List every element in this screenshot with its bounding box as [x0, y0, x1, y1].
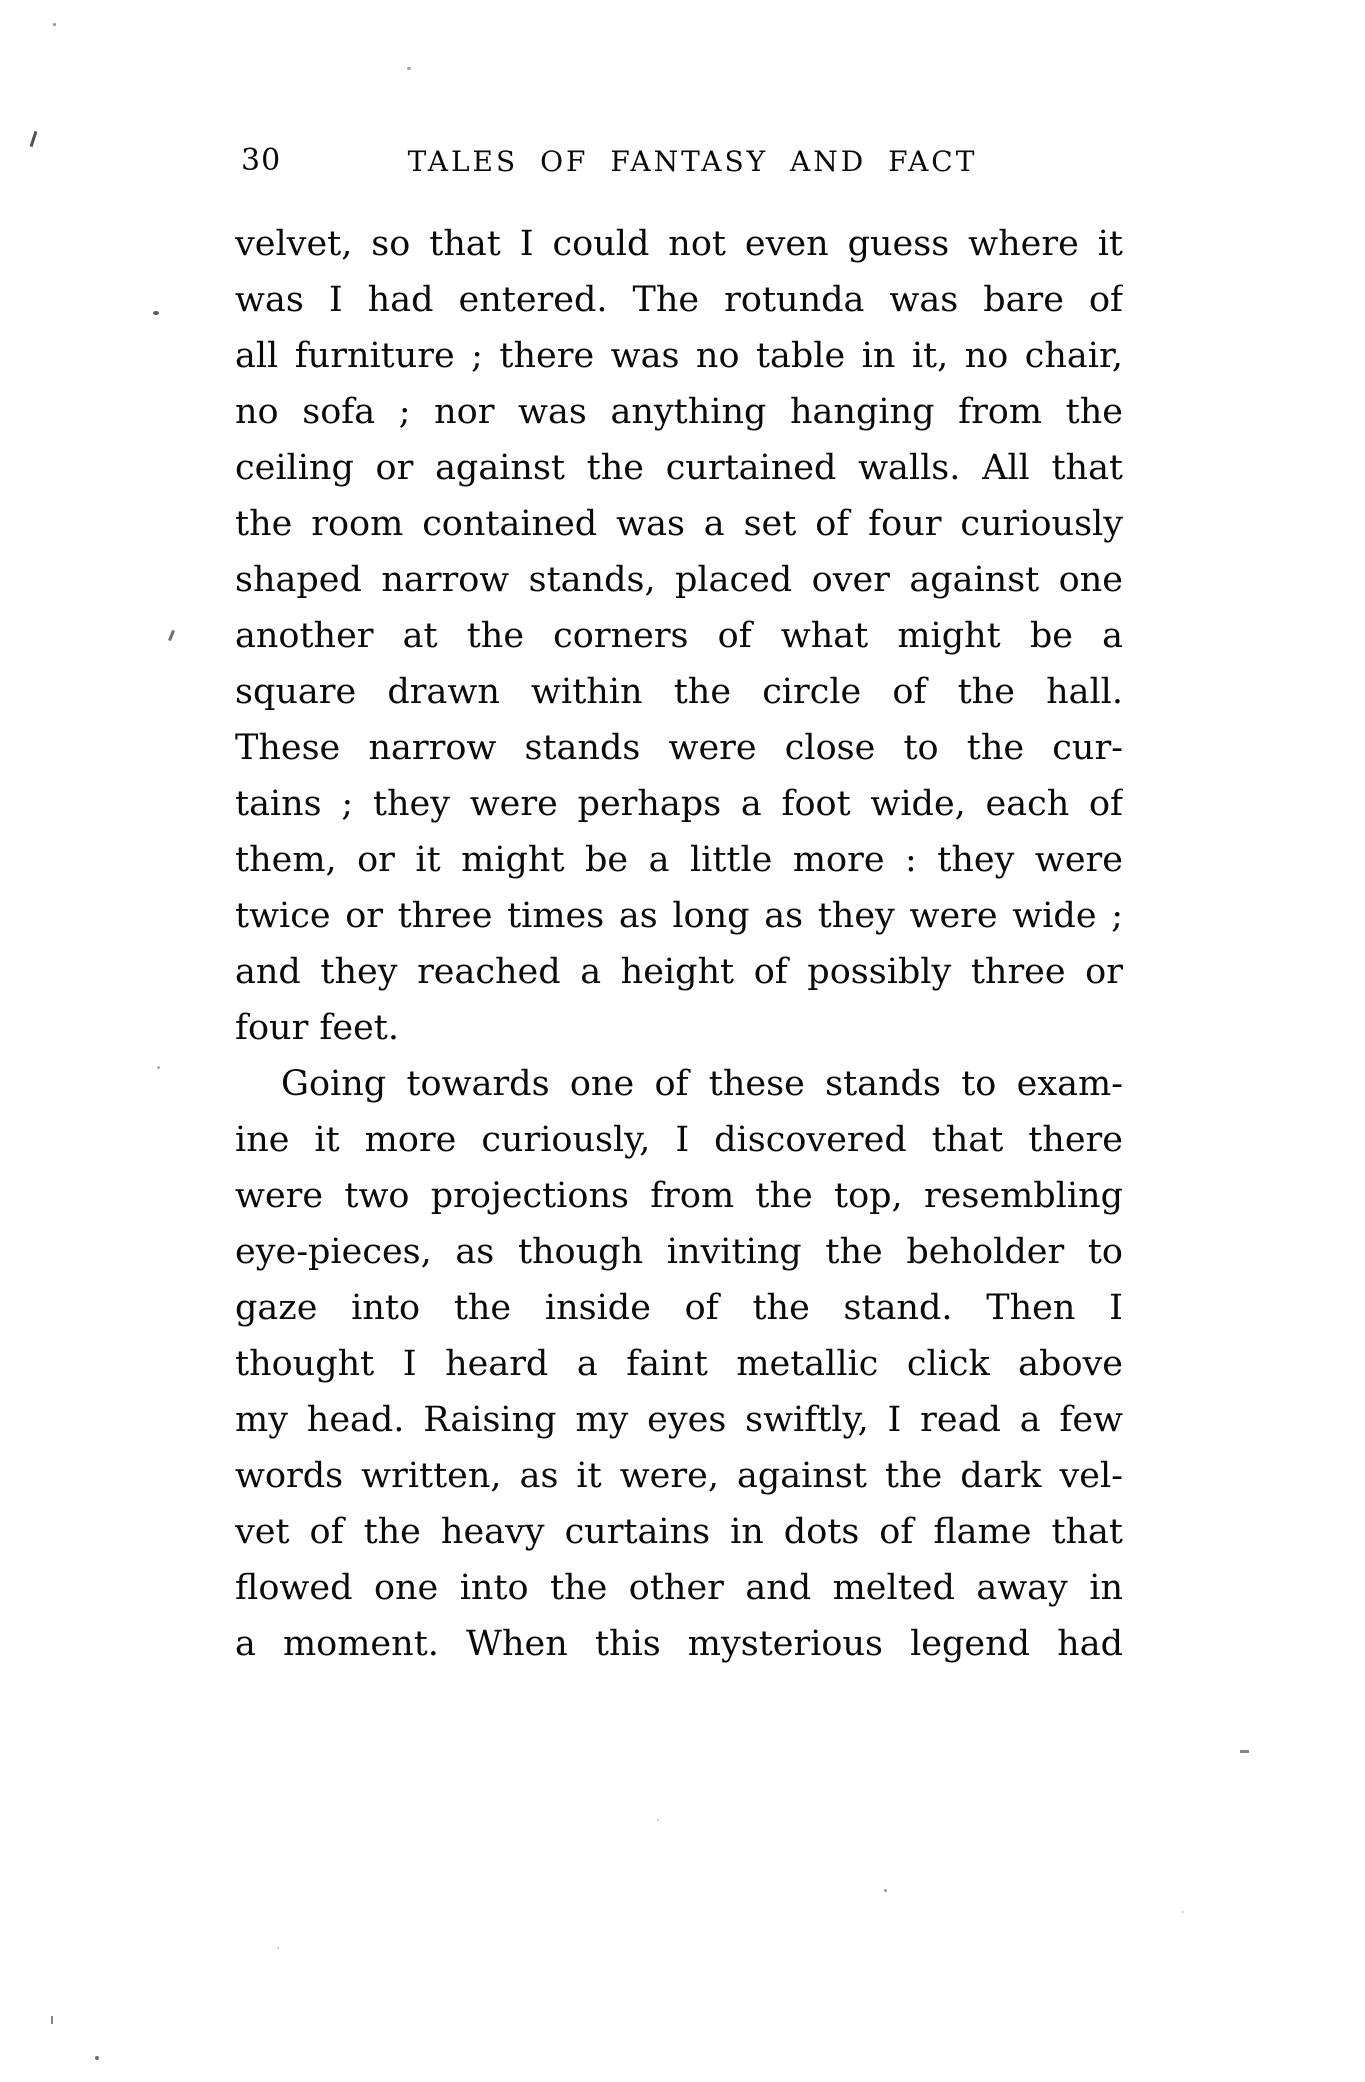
- scan-speck: [1240, 1750, 1249, 1753]
- text-line: was I had entered. The rotunda was bare of: [235, 280, 1123, 320]
- text-line: twice or three times as long as they were wide ;: [235, 896, 1123, 936]
- scan-speck: [51, 2016, 53, 2024]
- text-line: them, or it might be a little more : they were: [235, 840, 1123, 880]
- text-line: the room contained was a set of four curiously: [235, 504, 1123, 544]
- text-line: four feet.: [235, 1008, 399, 1048]
- text-line: These narrow stands were close to the cur-: [235, 728, 1123, 768]
- text-line: eye-pieces, as though inviting the beholder to: [235, 1232, 1123, 1272]
- scan-speck: [157, 1066, 160, 1069]
- text-line: thought I heard a faint metallic click above: [235, 1344, 1123, 1384]
- scan-speck: [277, 1947, 279, 1949]
- text-line: flowed one into the other and melted away in: [235, 1568, 1123, 1608]
- text-line: all furniture ; there was no table in it, no chair,: [235, 336, 1123, 376]
- text-line: shaped narrow stands, placed over against one: [235, 560, 1123, 600]
- text-line: my head. Raising my eyes swiftly, I read a few: [235, 1400, 1123, 1440]
- text-line: another at the corners of what might be a: [235, 616, 1123, 656]
- scan-speck: [657, 1819, 659, 1821]
- scan-speck: [407, 67, 411, 70]
- running-head: [0, 144, 1365, 184]
- scan-speck: [799, 1472, 801, 1474]
- text-block: [235, 216, 1123, 1672]
- text-line: square drawn within the circle of the hall.: [235, 672, 1123, 712]
- text-line: and they reached a height of possibly three or: [235, 952, 1123, 992]
- text-line: Going towards one of these stands to exam-: [281, 1064, 1123, 1104]
- text-line: vet of the heavy curtains in dots of flame that: [235, 1512, 1123, 1552]
- scan-speck: [168, 630, 175, 641]
- page-number: 30: [241, 143, 282, 178]
- text-line: ine it more curiously, I discovered that there: [235, 1120, 1123, 1160]
- text-line: a moment. When this mysterious legend had: [235, 1624, 1123, 1664]
- text-line: gaze into the inside of the stand. Then I: [235, 1288, 1123, 1328]
- text-line: words written, as it were, against the dark vel-: [235, 1456, 1123, 1496]
- scan-speck: [53, 23, 56, 26]
- scan-speck: [884, 1889, 887, 1892]
- running-title: TALES OF FANTASY AND FACT: [407, 145, 978, 178]
- text-line: velvet, so that I could not even guess where it: [235, 224, 1123, 264]
- text-line: tains ; they were perhaps a foot wide, each of: [235, 784, 1123, 824]
- scan-speck: [95, 2056, 99, 2060]
- scan-speck: [153, 311, 159, 315]
- text-line: were two projections from the top, resembling: [235, 1176, 1123, 1216]
- scan-speck: [1182, 1911, 1184, 1913]
- text-line: ceiling or against the curtained walls. All that: [235, 448, 1123, 488]
- text-line: no sofa ; nor was anything hanging from the: [235, 392, 1123, 432]
